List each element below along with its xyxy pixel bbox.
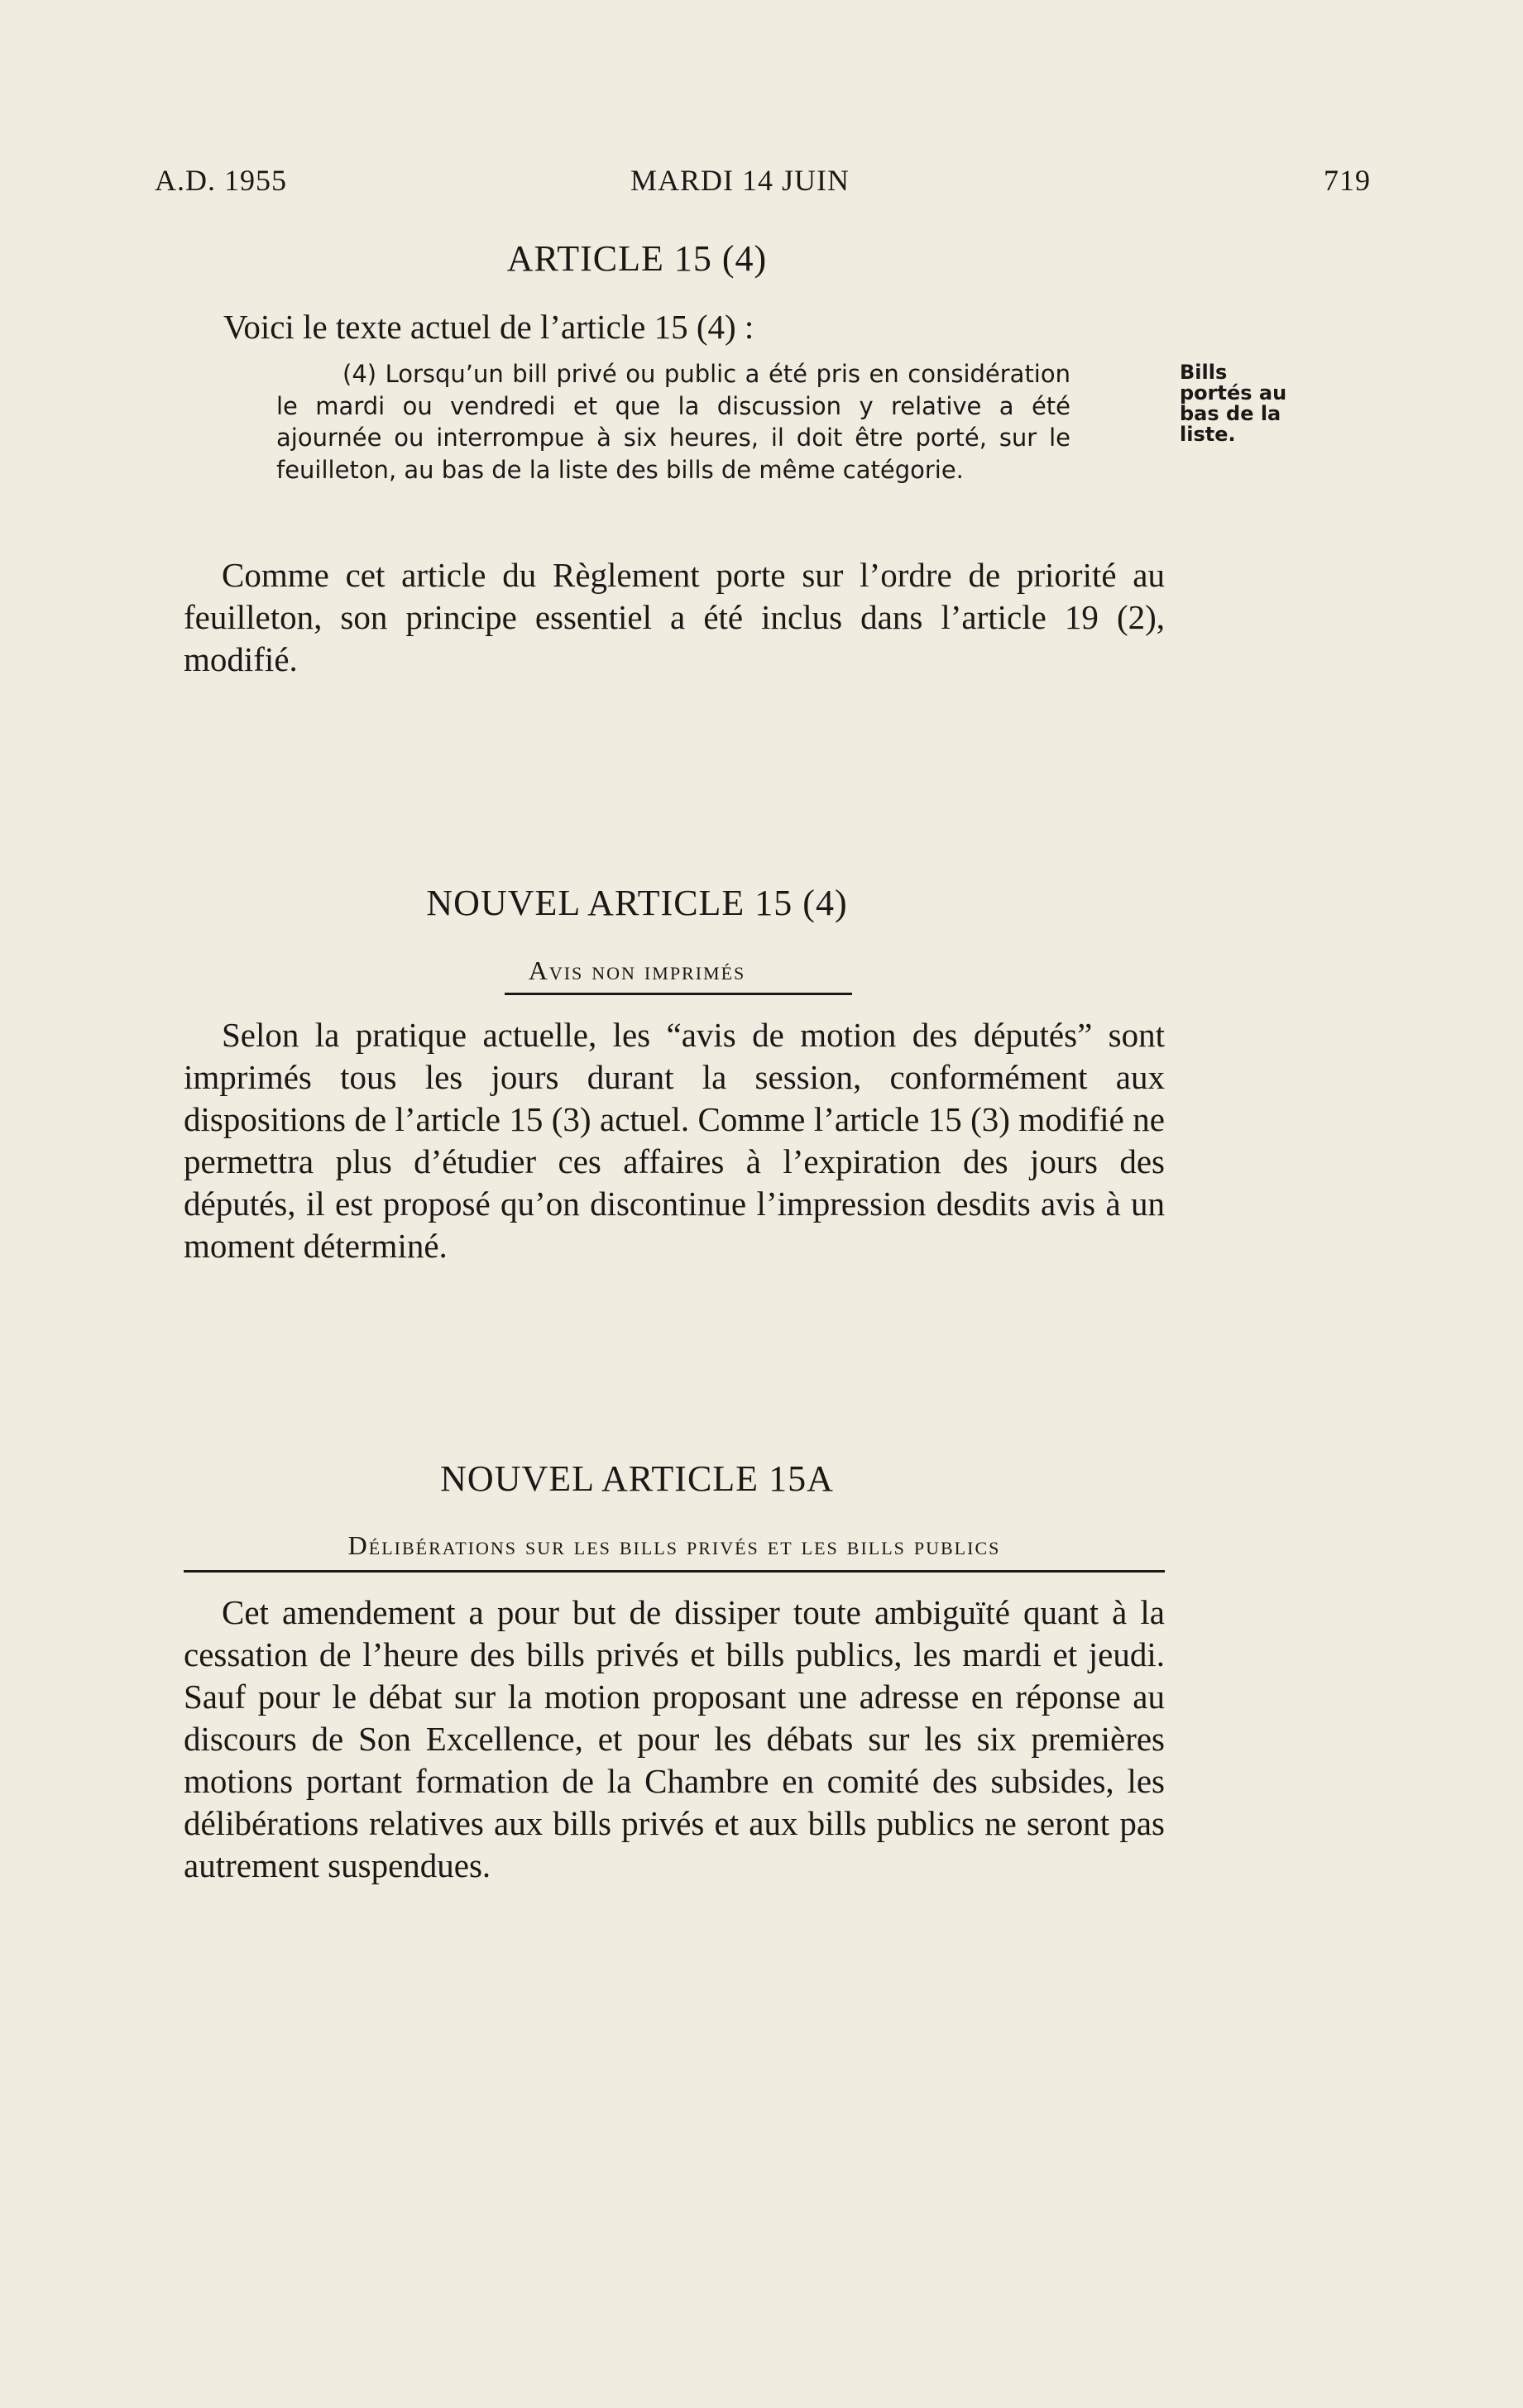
section3-body: Cet amendement a pour but de dissiper toute ambiguïté quant à la cessation de l’heure des bills privés et bills publics, les mardi et jeudi. Sauf pour le débat sur la motion proposant une adresse en réponse au discours de Son Excellence, et pour les débats sur les six premières motions portant formation de la Chambre en comité des subsides, les délibérations relatives aux bills privés et aux bills publics ne seront pas autrement suspendues. bbox=[184, 1593, 1165, 1884]
section3-subheading: Délibérations sur les bills privés et les bills publics bbox=[347, 1530, 1001, 1560]
section3-subheading-rule bbox=[184, 1570, 1165, 1573]
section2-body: Selon la pratique actuelle, les “avis de motion des députés” sont imprimés tous les jours durant la session, conformément aux dispositions de l’article 15 (3) actuel. Comme l’article 15 (3) modifié ne permettra plus d’étudier ces affaires à l’expiration des jours des députés, il est proposé qu’on discontinue l’impression desdits avis à un moment déterminé. bbox=[184, 1016, 1165, 1265]
header-page-number: 719 bbox=[1324, 164, 1371, 197]
section1-body: Comme cet article du Règlement porte sur l’ordre de priorité au feuilleton, son principe essentiel a été inclus dans l’article 19 (2), modifié. bbox=[184, 556, 1165, 678]
margin-note-line: liste. bbox=[1180, 423, 1236, 446]
section2-subheading: Avis non imprimés bbox=[528, 955, 746, 985]
section2-heading: NOUVEL ARTICLE 15 (4) bbox=[426, 883, 848, 923]
section1-quote: (4) Lorsqu’un bill privé ou public a été pris en considération le mardi ou vendredi et que la discussion y relative a été ajournée ou interrompue à six heures, il doit être porté, sur le feuilleton, au bas de la liste des bills de même catégorie. bbox=[276, 360, 1070, 484]
margin-note-line: Bills bbox=[1180, 361, 1228, 384]
header-date: MARDI 14 JUIN bbox=[630, 164, 850, 197]
margin-note-line: bas de la bbox=[1180, 402, 1281, 425]
margin-note-line: portés au bbox=[1180, 381, 1287, 405]
header-year: A.D. 1955 bbox=[155, 164, 287, 197]
section1-heading: ARTICLE 15 (4) bbox=[506, 238, 768, 279]
margin-note bbox=[1180, 362, 1312, 445]
section2-subheading-rule bbox=[505, 993, 852, 995]
section1-intro: Voici le texte actuel de l’article 15 (4) : bbox=[223, 308, 754, 346]
section3-heading: NOUVEL ARTICLE 15A bbox=[440, 1458, 834, 1499]
